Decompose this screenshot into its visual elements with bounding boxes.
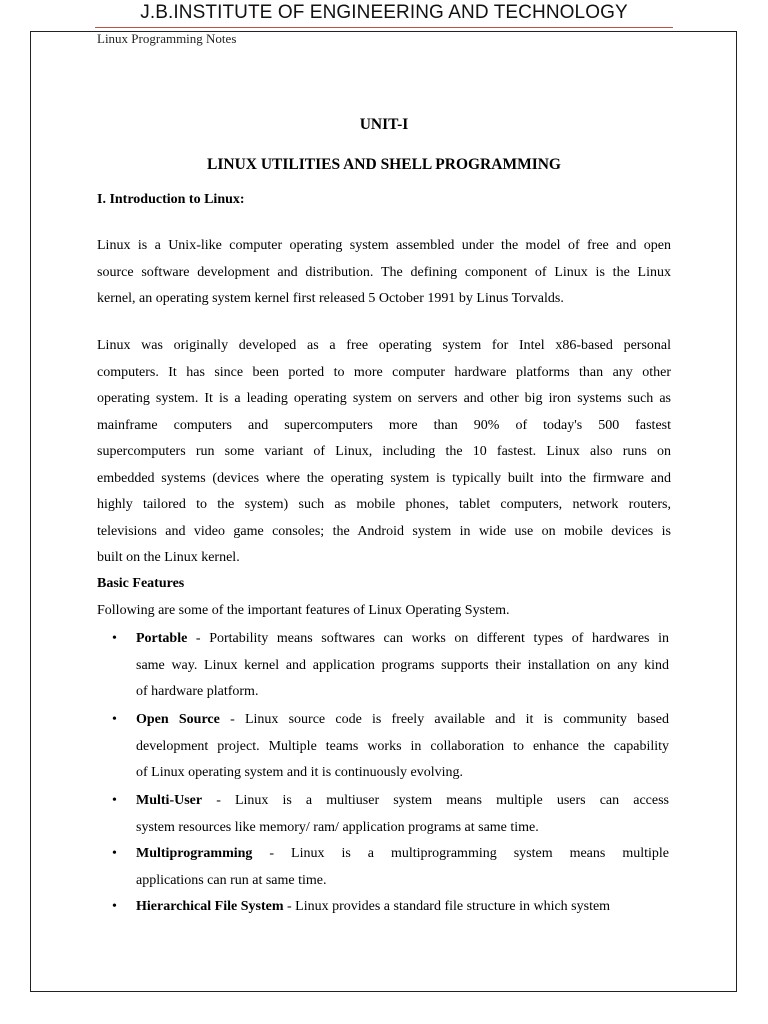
paragraph-line: Linux is a Unix-like computer operating system assembled under the model of free and open bbox=[97, 238, 671, 253]
paragraph-line: operating system. It is a leading operating system on servers and other big iron systems such as bbox=[97, 391, 671, 406]
paragraph-line: highly tailored to the system) such as mobile phones, tablet computers, network routers, bbox=[97, 497, 671, 512]
section-heading: I. Introduction to Linux: bbox=[97, 192, 245, 207]
feature-line: applications can run at same time. bbox=[136, 872, 327, 888]
feature-item-multiprogramming bbox=[136, 841, 669, 894]
paragraph-line: televisions and video game consoles; the Android system in wide use on mobile devices is bbox=[97, 523, 671, 539]
features-intro: Following are some of the important features of Linux Operating System. bbox=[97, 603, 510, 618]
header-rule bbox=[95, 27, 673, 28]
paragraph-line: Linux was originally developed as a free operating system for Intel x86-based personal bbox=[97, 338, 671, 353]
unit-heading: UNIT-I bbox=[359, 116, 409, 133]
feature-term: Hierarchical File System bbox=[136, 899, 284, 914]
bullet-icon: • bbox=[112, 631, 117, 646]
paragraph-line: source software development and distribution. The defining component of Linux is the Linux bbox=[97, 264, 671, 280]
history-paragraph bbox=[97, 333, 671, 572]
feature-term: Portable bbox=[136, 631, 188, 646]
feature-line: development project. Multiple teams works in collaboration to enhance the capability bbox=[136, 738, 669, 754]
bullet-icon: • bbox=[112, 846, 117, 861]
intro-paragraph bbox=[97, 233, 671, 313]
feature-line: of Linux operating system and it is continuously evolving. bbox=[136, 765, 464, 780]
feature-text: - Linux is a multiprogramming system means multiple bbox=[252, 846, 669, 861]
feature-item-portable bbox=[136, 626, 669, 706]
bullet-icon: • bbox=[112, 899, 117, 914]
feature-item-multi-user bbox=[136, 788, 669, 841]
paragraph-line: supercomputers run some variant of Linux, including the 10 fastest. Linux also runs on bbox=[97, 444, 671, 459]
feature-text: - Linux is a multiuser system means multiple users can access bbox=[202, 793, 669, 808]
feature-item-hierarchical-fs bbox=[136, 894, 669, 921]
feature-item-open-source bbox=[136, 707, 669, 787]
feature-term: Open Source bbox=[136, 712, 220, 727]
features-heading: Basic Features bbox=[97, 576, 185, 591]
paragraph-line: built on the Linux kernel. bbox=[97, 550, 240, 565]
institute-header: J.B.INSTITUTE OF ENGINEERING AND TECHNOLOGY bbox=[140, 2, 628, 23]
course-notes-label: Linux Programming Notes bbox=[97, 31, 237, 46]
paragraph-line: kernel, an operating system kernel first released 5 October 1991 by Linus Torvalds. bbox=[97, 291, 564, 306]
bullet-icon: • bbox=[112, 793, 117, 808]
feature-line: of hardware platform. bbox=[136, 684, 259, 699]
bullet-icon: • bbox=[112, 712, 117, 727]
feature-line: system resources like memory/ ram/ application programs at same time. bbox=[136, 819, 539, 835]
paragraph-line: embedded systems (devices where the operating system is typically built into the firmware and bbox=[97, 470, 671, 486]
feature-text: - Linux provides a standard file structure in which system bbox=[283, 899, 611, 914]
feature-text: - Linux source code is freely available and it is community based bbox=[219, 712, 669, 727]
feature-term: Multiprogramming bbox=[136, 846, 253, 861]
paragraph-line: computers. It has since been ported to more computer hardware platforms than any other bbox=[97, 364, 671, 380]
paragraph-line: mainframe computers and supercomputers more than 90% of today's 500 fastest bbox=[97, 417, 671, 433]
feature-line: same way. Linux kernel and application programs supports their installation on any kind bbox=[136, 657, 669, 673]
feature-term: Multi-User bbox=[136, 793, 203, 808]
chapter-title: LINUX UTILITIES AND SHELL PROGRAMMING bbox=[207, 156, 561, 173]
feature-text: - Portability means softwares can works on different types of hardwares in bbox=[187, 631, 669, 646]
